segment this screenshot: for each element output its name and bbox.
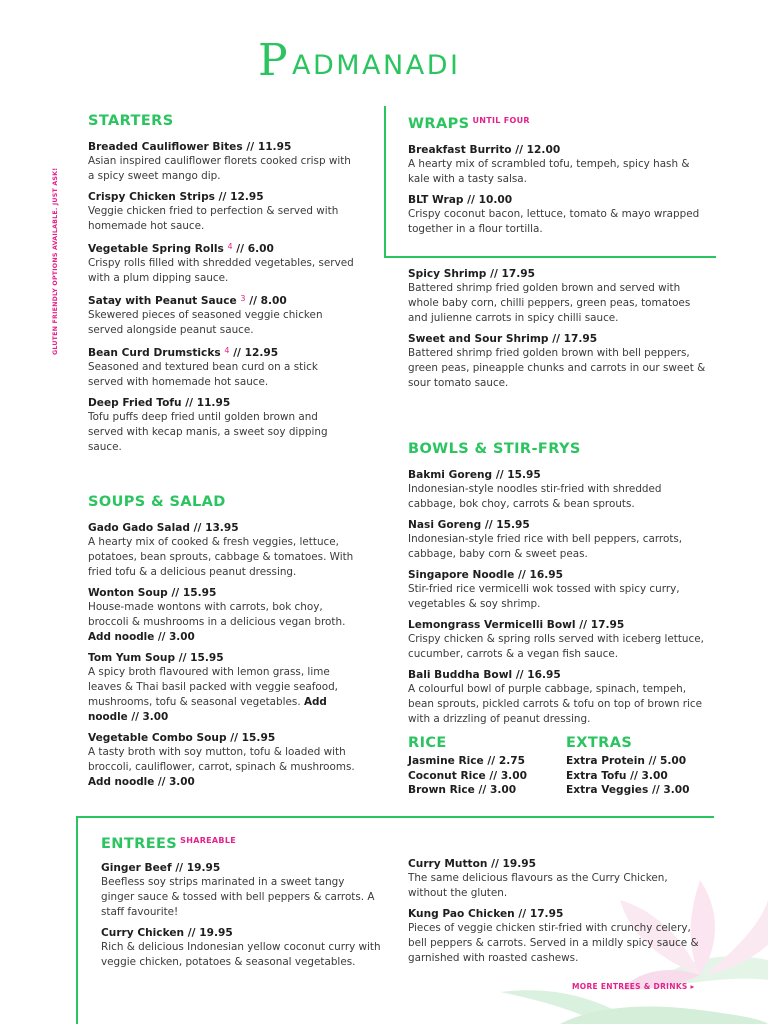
menu-item: [408, 907, 700, 966]
menu-item: [408, 857, 700, 901]
item-description: Stir-fried rice vermicelli wok tossed with spicy curry, vegetables & soy shrimp.: [408, 583, 680, 610]
spice-level-badge: 4: [224, 346, 230, 355]
item-price: // 15.95: [230, 732, 276, 744]
wraps-tag: UNTIL FOUR: [472, 116, 530, 125]
item-name: Satay with Peanut Sauce: [88, 295, 237, 307]
menu-item: [408, 668, 712, 727]
item-name: Spicy Shrimp: [408, 268, 487, 280]
item-description: A colourful bowl of purple cabbage, spinach, tempeh, bean sprouts, pickled carrots & tofu on top of brown rice with a drizzling of peanut dressing.: [408, 683, 703, 725]
item-description: Indonesian-style fried rice with bell peppers, carrots, cabbage, baby corn & sweet peas.: [408, 533, 683, 560]
menu-item: [88, 292, 356, 338]
item-addon: Add noodle // 3.00: [88, 631, 195, 643]
item-price: // 15.95: [495, 469, 541, 481]
item-description: Crispy chicken & spring rolls served with iceberg lettuce, cucumber, carrots & a vegan fish sauce.: [408, 633, 704, 660]
entrees-title: ENTREES: [101, 836, 178, 852]
item-name: Sweet and Sour Shrimp: [408, 333, 549, 345]
menu-item: [408, 332, 712, 391]
item-price: // 11.95: [246, 141, 292, 153]
column-divider: [384, 106, 386, 256]
menu-item: [88, 190, 356, 234]
item-price: // 6.00: [236, 243, 274, 255]
menu-item: [88, 731, 356, 790]
item-price: // 17.95: [490, 268, 536, 280]
item-addon: Add noodle // 3.00: [88, 776, 195, 788]
entrees-top-divider: [76, 816, 714, 818]
bowls-section: [408, 440, 712, 727]
item-addon: Add noodle // 3.00: [88, 696, 327, 723]
item-name: Curry Chicken: [101, 927, 185, 939]
wraps-title: WRAPS: [408, 116, 470, 132]
item-name: BLT Wrap: [408, 194, 464, 206]
item-description: Battered shrimp fried golden brown and served with whole baby corn, chilli peppers, green peas, tomatoes and julienne carrots in spicy chilli sauce.: [408, 282, 691, 324]
brand-logo: [258, 35, 514, 86]
item-price: // 17.95: [579, 619, 625, 631]
entrees-right-column: [408, 851, 700, 966]
item-name: Bean Curd Drumsticks: [88, 347, 221, 359]
menu-item: [408, 193, 708, 237]
menu-item: [101, 926, 381, 970]
item-description: A hearty mix of scrambled tofu, tempeh, spicy hash & kale with a tasty salsa.: [408, 158, 690, 185]
menu-item: [88, 586, 356, 645]
item-description: Veggie chicken fried to perfection & served with homemade hot sauce.: [88, 205, 339, 232]
item-description: Crispy rolls filled with shredded vegetables, served with a plum dipping sauce.: [88, 257, 354, 284]
extras-section: [566, 734, 716, 798]
item-description: Asian inspired cauliflower florets cooked crisp with a spicy sweet mango dip.: [88, 155, 351, 182]
item-price: // 15.95: [178, 652, 224, 664]
item-description: A tasty broth with soy mutton, tofu & loaded with broccoli, cauliflower, carrot, spinach & mushrooms.: [88, 746, 355, 773]
item-price: // 8.00: [249, 295, 287, 307]
item-price: // 15.95: [484, 519, 530, 531]
item-name: Deep Fried Tofu: [88, 397, 182, 409]
item-description: Crispy coconut bacon, lettuce, tomato & mayo wrapped together in a flour tortilla.: [408, 208, 700, 235]
wraps-divider: [384, 256, 716, 258]
extras-item: Extra Tofu // 3.00: [566, 769, 668, 782]
menu-item: [88, 240, 356, 286]
item-price: // 17.95: [518, 908, 564, 920]
item-name: Vegetable Spring Rolls: [88, 243, 224, 255]
rice-section: [408, 734, 558, 798]
item-description: Pieces of veggie chicken stir-fried with crunchy celery, bell peppers & carrots. Served in a mildly spicy sauce & garnished with roasted cashews.: [408, 922, 699, 964]
menu-item: [408, 568, 712, 612]
item-price: // 12.95: [218, 191, 264, 203]
menu-item: [88, 396, 356, 455]
item-description: Seasoned and textured bean curd on a stick served with homemade hot sauce.: [88, 361, 318, 388]
logo-initial: P: [258, 35, 288, 86]
menu-item: [408, 468, 712, 512]
item-price: // 16.95: [518, 569, 563, 581]
menu-item: [88, 651, 356, 725]
item-name: Tom Yum Soup: [88, 652, 176, 664]
item-price: // 19.95: [175, 862, 221, 874]
extras-item: Extra Protein // 5.00: [566, 755, 687, 767]
item-name: Gado Gado Salad: [88, 522, 190, 534]
menu-item: [88, 521, 356, 580]
entrees-tag: SHAREABLE: [180, 836, 236, 845]
entrees-section: [101, 832, 381, 970]
item-name: Breaded Cauliflower Bites: [88, 141, 243, 153]
extras-title: EXTRAS: [566, 735, 633, 751]
starters-section: [88, 112, 356, 455]
gluten-friendly-text: GLUTEN FRIENDLY OPTIONS AVAILABLE. JUST ASK!: [52, 167, 59, 355]
wraps-section: [408, 112, 708, 237]
item-name: Ginger Beef: [101, 862, 172, 874]
entrees-left-divider: [76, 816, 78, 1024]
item-description: Beefless soy strips marinated in a sweet tangy ginger sauce & tossed with bell peppers & carrots. A staff favourite!: [101, 876, 375, 918]
bowls-title: BOWLS & STIR-FRYS: [408, 441, 581, 457]
extras-item: Extra Veggies // 3.00: [566, 784, 690, 796]
shrimp-section: [408, 261, 712, 391]
menu-item: [88, 140, 356, 184]
item-description: Skewered pieces of seasoned veggie chicken served alongside peanut sauce.: [88, 309, 323, 336]
item-name: Curry Mutton: [408, 858, 488, 870]
item-name: Crispy Chicken Strips: [88, 191, 215, 203]
gluten-friendly-note: [52, 165, 62, 355]
soups-title: SOUPS & SALAD: [88, 494, 226, 510]
item-price: // 16.95: [515, 669, 561, 681]
item-description: A hearty mix of cooked & fresh veggies, lettuce, potatoes, bean sprouts, cabbage & tomatoes. With fried tofu & a delicious peanut dressing.: [88, 536, 354, 578]
item-name: Vegetable Combo Soup: [88, 732, 227, 744]
item-name: Bali Buddha Bowl: [408, 669, 513, 681]
item-description: Tofu puffs deep fried until golden brown and served with kecap manis, a sweet soy dipping sauce.: [88, 411, 328, 453]
item-description: Rich & delicious Indonesian yellow coconut curry with veggie chicken, potatoes & seasonal vegetables.: [101, 941, 381, 968]
item-name: Breakfast Burrito: [408, 144, 512, 156]
spice-level-badge: 4: [227, 242, 233, 251]
item-name: Bakmi Goreng: [408, 469, 493, 481]
menu-item: [88, 344, 356, 390]
item-price: // 19.95: [491, 858, 537, 870]
item-price: // 12.00: [515, 144, 561, 156]
item-name: Singapore Noodle: [408, 569, 515, 581]
item-description: The same delicious flavours as the Curry Chicken, without the gluten.: [408, 872, 668, 899]
rice-item: Brown Rice // 3.00: [408, 784, 517, 796]
item-name: Lemongrass Vermicelli Bowl: [408, 619, 576, 631]
rice-item: Jasmine Rice // 2.75: [408, 755, 525, 767]
item-name: Kung Pao Chicken: [408, 908, 515, 920]
spice-level-badge: 3: [240, 294, 246, 303]
menu-item: [408, 618, 712, 662]
item-price: // 12.95: [233, 347, 279, 359]
item-price: // 13.95: [193, 522, 239, 534]
item-description: House-made wontons with carrots, bok choy, broccoli & mushrooms in a delicious vegan broth.: [88, 601, 346, 628]
starters-title: STARTERS: [88, 113, 174, 129]
item-price: // 10.00: [467, 194, 513, 206]
item-description: A spicy broth flavoured with lemon grass, lime leaves & Thai basil packed with veggie seafood, mushrooms, tofu & seasonal vegetables.: [88, 666, 338, 708]
rice-item: Coconut Rice // 3.00: [408, 769, 527, 782]
menu-item: [408, 143, 708, 187]
item-description: Battered shrimp fried golden brown with bell peppers, green peas, pineapple chunks and carrots in our sweet & sour tomato sauce.: [408, 347, 706, 389]
menu-item: [408, 518, 712, 562]
item-name: Wonton Soup: [88, 587, 168, 599]
item-price: // 15.95: [171, 587, 217, 599]
menu-item: [408, 267, 712, 326]
more-entrees-link[interactable]: MORE ENTREES & DRINKS ▸: [572, 982, 695, 991]
item-name: Nasi Goreng: [408, 519, 482, 531]
rice-title: RICE: [408, 735, 447, 751]
item-description: Indonesian-style noodles stir-fried with shredded cabbage, bok choy, carrots & bean sprouts.: [408, 483, 662, 510]
item-price: // 11.95: [185, 397, 231, 409]
logo-wordmark: ADMANADI: [292, 50, 461, 81]
item-price: // 19.95: [187, 927, 233, 939]
soups-section: [88, 493, 356, 790]
menu-item: [101, 861, 381, 920]
item-price: // 17.95: [552, 333, 598, 345]
